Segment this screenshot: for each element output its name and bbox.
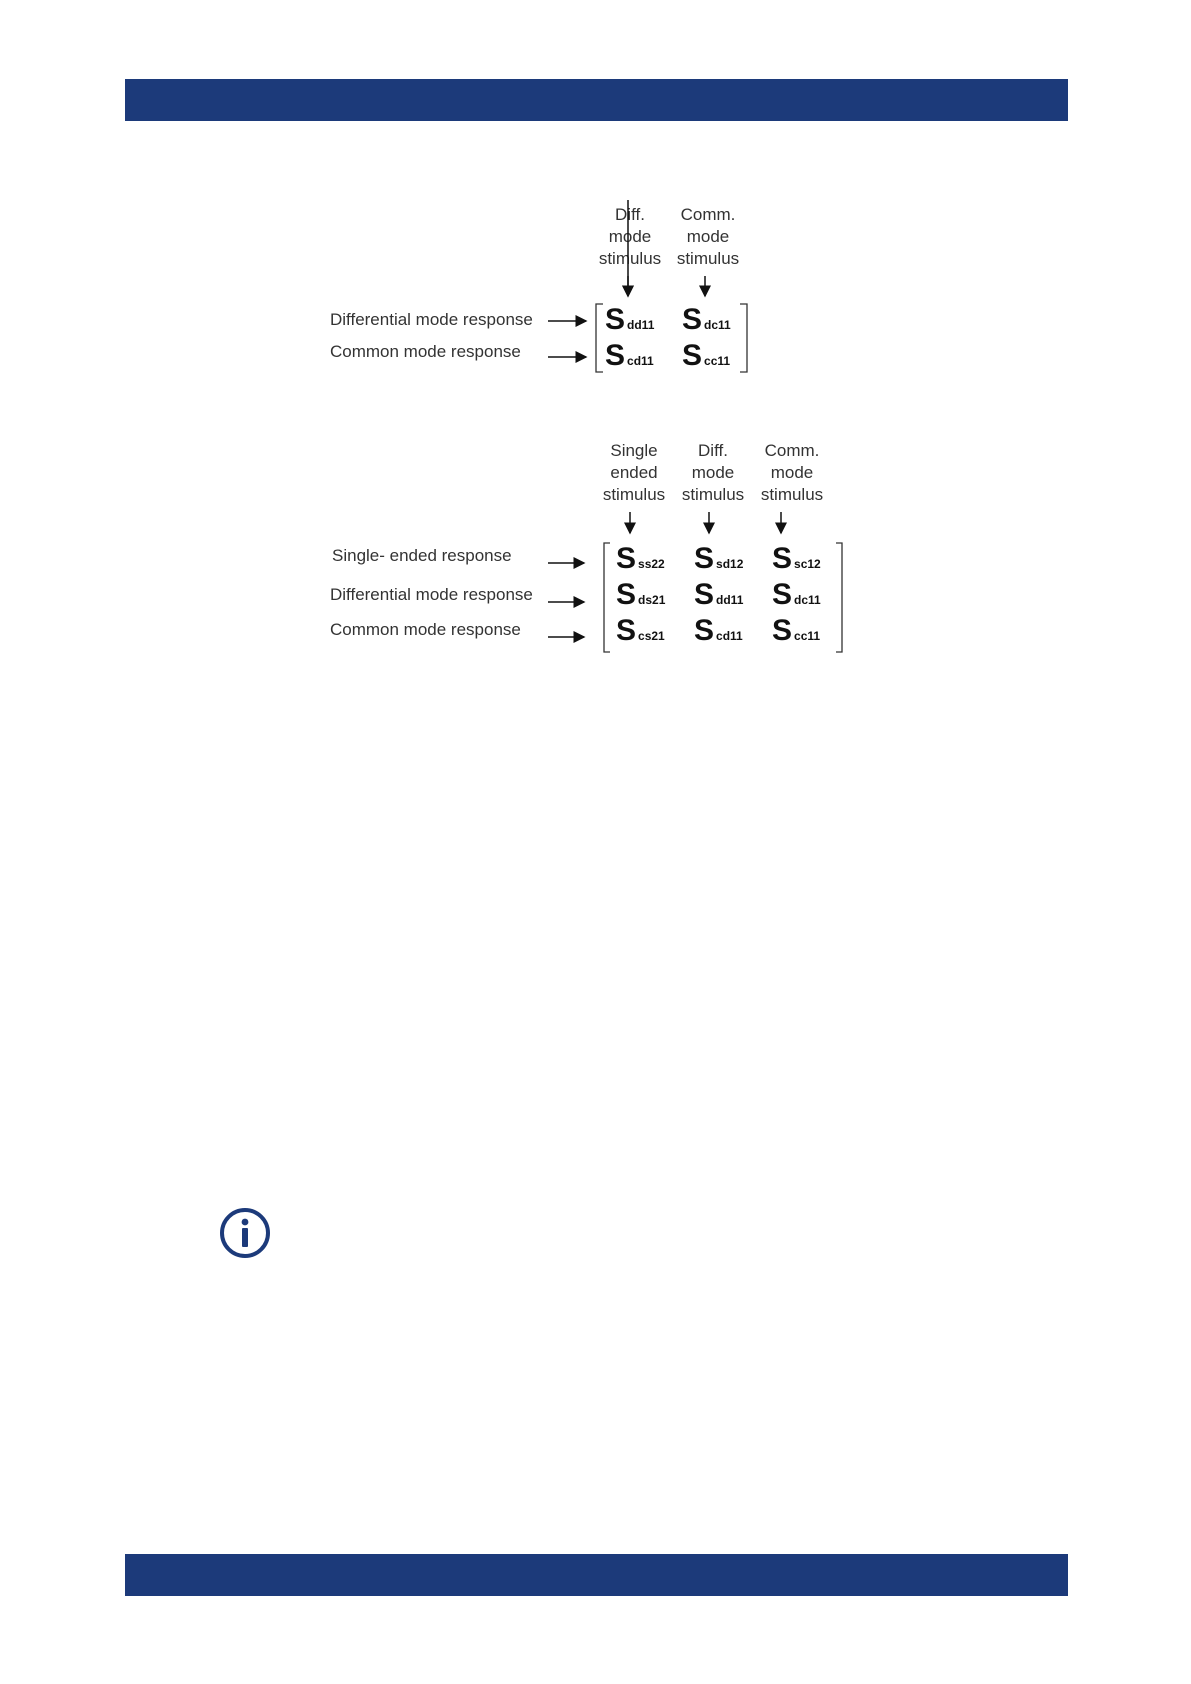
s-param-cs21: Scs21 (616, 614, 665, 647)
row-label-common: Common mode response (330, 620, 521, 639)
row-label-common: Common mode response (330, 342, 521, 361)
s-param-cd11: Scd11 (694, 614, 743, 647)
row-label-differential: Differential mode response (330, 310, 533, 329)
col-header-diff: Diff. mode stimulus (598, 205, 662, 268)
info-icon (219, 1207, 271, 1259)
s-param-cc11: Scc11 (772, 614, 821, 647)
s-param-dd11: Sdd11 (694, 578, 744, 611)
s-param-cc11: Scc11 (682, 339, 731, 372)
s-param-dd11: Sdd11 (605, 303, 655, 336)
s-param-ss22: Sss22 (616, 542, 665, 575)
mixed-mode-matrix-2x2 (320, 200, 760, 380)
header-band (125, 79, 1068, 121)
row-label-single-ended: Single- ended response (332, 546, 512, 565)
s-param-ds21: Sds21 (616, 578, 666, 611)
col-header-comm: Comm. mode stimulus (676, 205, 740, 268)
row-label-differential: Differential mode response (330, 585, 533, 604)
col-header-comm: Comm. mode stimulus (760, 441, 824, 504)
s-param-sd12: Ssd12 (694, 542, 744, 575)
s-param-sc12: Ssc12 (772, 542, 821, 575)
col-header-single: Single ended stimulus (602, 441, 666, 504)
mixed-mode-matrix-3x3 (320, 440, 850, 660)
figure2-lines (320, 440, 850, 660)
s-param-cd11: Scd11 (605, 339, 654, 372)
col-header-diff: Diff. mode stimulus (681, 441, 745, 504)
footer-band (125, 1554, 1068, 1596)
s-param-dc11: Sdc11 (772, 578, 821, 611)
s-param-dc11: Sdc11 (682, 303, 731, 336)
